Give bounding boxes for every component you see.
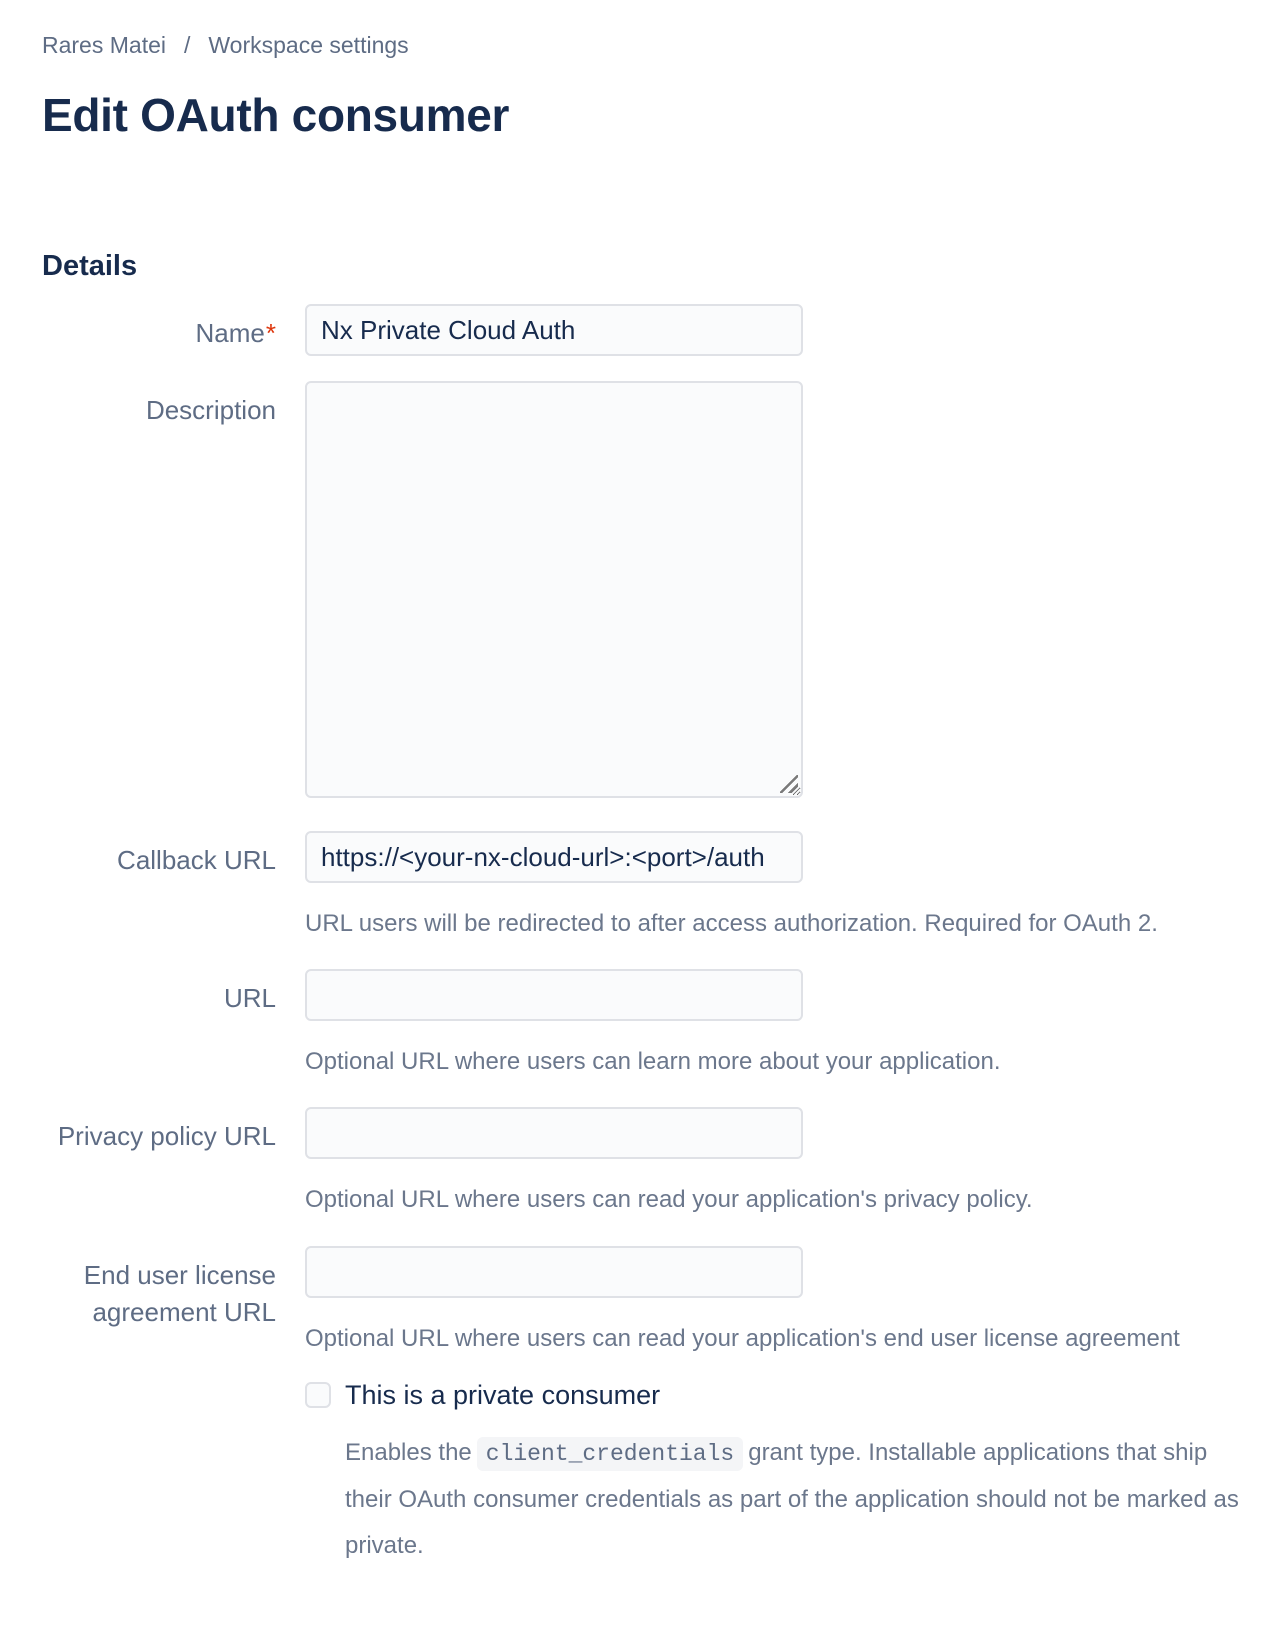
name-label-text: Name bbox=[195, 318, 265, 348]
oauth-consumer-form bbox=[42, 304, 1258, 1570]
breadcrumb-user-link[interactable]: Rares Matei bbox=[42, 32, 166, 58]
private-consumer-help-suffix: grant type. Installable applications that ship their OAuth consumer credentials as part of the application should not be marked as private. bbox=[345, 1438, 1239, 1560]
private-consumer-label[interactable]: This is a private consumer bbox=[345, 1379, 661, 1410]
description-control bbox=[305, 381, 1258, 798]
description-textarea-wrap bbox=[305, 381, 803, 798]
callback-url-input[interactable] bbox=[305, 831, 803, 883]
url-input[interactable] bbox=[305, 969, 803, 1021]
required-asterisk: * bbox=[265, 318, 276, 348]
eula-url-label: End user license agreement URL bbox=[83, 1259, 276, 1328]
name-input[interactable] bbox=[305, 304, 803, 356]
name-label bbox=[42, 304, 305, 356]
privacy-policy-url-control bbox=[305, 1107, 1258, 1215]
breadcrumb bbox=[42, 32, 1258, 59]
description-label: Description bbox=[145, 395, 276, 425]
label-spacer bbox=[42, 1380, 305, 1570]
url-help: Optional URL where users can learn more about your application. bbox=[305, 1048, 1001, 1076]
private-consumer-checkbox[interactable] bbox=[305, 1382, 331, 1408]
breadcrumb-workspace-settings-link[interactable]: Workspace settings bbox=[208, 32, 409, 58]
details-section-title: Details bbox=[42, 250, 138, 282]
name-control bbox=[305, 304, 1258, 356]
privacy-policy-url-field-row bbox=[42, 1107, 1258, 1215]
callback-url-control bbox=[305, 831, 1258, 939]
private-consumer-control bbox=[305, 1380, 1258, 1570]
private-consumer-help-prefix: Enables the bbox=[345, 1438, 472, 1466]
eula-url-control bbox=[305, 1246, 1258, 1354]
callback-url-field-row bbox=[42, 831, 1258, 939]
private-consumer-checkbox-line[interactable] bbox=[305, 1380, 1258, 1411]
privacy-policy-url-help: Optional URL where users can read your application's privacy policy. bbox=[305, 1186, 1033, 1214]
url-label: URL bbox=[223, 983, 276, 1014]
private-consumer-row bbox=[42, 1380, 1258, 1570]
callback-url-label: Callback URL bbox=[117, 845, 276, 875]
url-control bbox=[305, 969, 1258, 1077]
client-credentials-code: client_credentials bbox=[477, 1437, 743, 1471]
page-title: Edit OAuth consumer bbox=[42, 89, 510, 141]
privacy-policy-url-input[interactable] bbox=[305, 1107, 803, 1159]
eula-url-field-row bbox=[42, 1246, 1258, 1354]
name-field-row bbox=[42, 304, 1258, 356]
callback-url-help: URL users will be redirected to after access authorization. Required for OAuth 2. bbox=[305, 910, 1158, 937]
description-field-row bbox=[42, 381, 1258, 798]
url-field-row bbox=[42, 969, 1258, 1077]
eula-url-input[interactable] bbox=[305, 1246, 803, 1298]
breadcrumb-separator: / bbox=[183, 32, 191, 58]
privacy-policy-url-label: Privacy policy URL bbox=[57, 1121, 276, 1152]
eula-url-help: Optional URL where users can read your application's end user license agreement bbox=[305, 1324, 1180, 1352]
private-consumer-help bbox=[345, 1430, 1258, 1570]
description-textarea[interactable] bbox=[305, 381, 803, 798]
